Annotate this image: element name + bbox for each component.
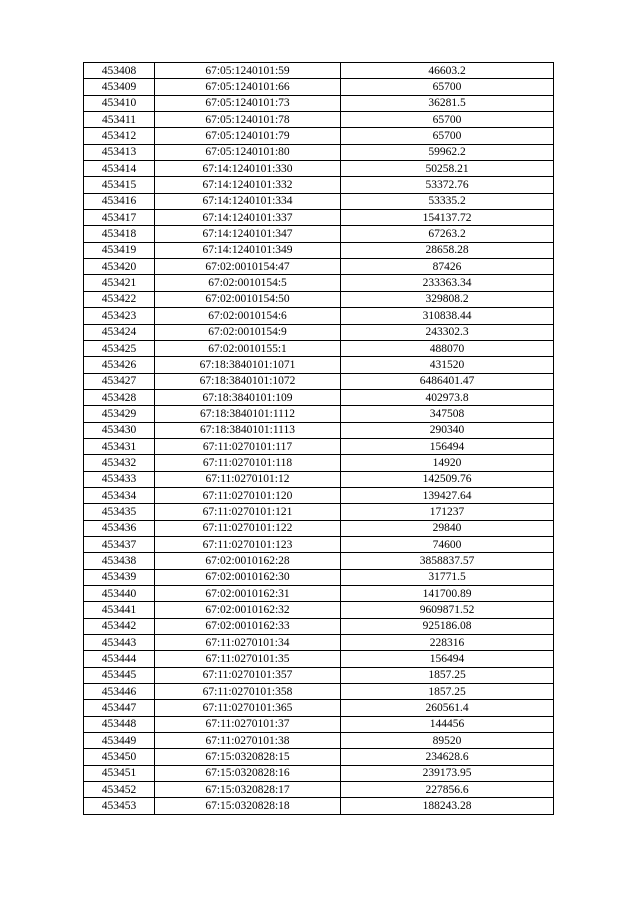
table-row — [84, 259, 554, 275]
record-id-cell: 453418 — [84, 226, 155, 242]
record-id-cell: 453437 — [84, 536, 155, 552]
table-row — [84, 782, 554, 798]
value-cell: 53372.76 — [341, 177, 554, 193]
table-row — [84, 128, 554, 144]
cadastral-number-cell: 67:18:3840101:1072 — [155, 373, 341, 389]
value-cell: 156494 — [341, 438, 554, 454]
table-row — [84, 324, 554, 340]
cadastral-number-cell: 67:14:1240101:330 — [155, 161, 341, 177]
value-cell: 227856.6 — [341, 782, 554, 798]
record-id-cell: 453424 — [84, 324, 155, 340]
table-row — [84, 79, 554, 95]
cadastral-number-cell: 67:18:3840101:109 — [155, 389, 341, 405]
record-id-cell: 453425 — [84, 340, 155, 356]
record-id-cell: 453451 — [84, 765, 155, 781]
record-id-cell: 453444 — [84, 651, 155, 667]
table-row — [84, 63, 554, 79]
value-cell: 156494 — [341, 651, 554, 667]
table-row — [84, 406, 554, 422]
record-id-cell: 453452 — [84, 782, 155, 798]
value-cell: 239173.95 — [341, 765, 554, 781]
record-id-cell: 453416 — [84, 193, 155, 209]
value-cell: 310838.44 — [341, 308, 554, 324]
record-id-cell: 453433 — [84, 471, 155, 487]
cadastral-number-cell: 67:11:0270101:365 — [155, 700, 341, 716]
value-cell: 144456 — [341, 716, 554, 732]
cadastral-number-cell: 67:18:3840101:1112 — [155, 406, 341, 422]
cadastral-number-cell: 67:11:0270101:35 — [155, 651, 341, 667]
value-cell: 402973.8 — [341, 389, 554, 405]
cadastral-number-cell: 67:02:0010162:31 — [155, 586, 341, 602]
table-row — [84, 635, 554, 651]
value-cell: 141700.89 — [341, 586, 554, 602]
table-row — [84, 684, 554, 700]
record-id-cell: 453427 — [84, 373, 155, 389]
table-row — [84, 210, 554, 226]
table-row — [84, 504, 554, 520]
table-row — [84, 95, 554, 111]
cadastral-number-cell: 67:05:1240101:78 — [155, 112, 341, 128]
cadastral-number-cell: 67:11:0270101:118 — [155, 455, 341, 471]
cadastral-number-cell: 67:11:0270101:358 — [155, 684, 341, 700]
cadastral-number-cell: 67:11:0270101:357 — [155, 667, 341, 683]
record-id-cell: 453447 — [84, 700, 155, 716]
cadastral-number-cell: 67:05:1240101:73 — [155, 95, 341, 111]
value-cell: 228316 — [341, 635, 554, 651]
record-id-cell: 453420 — [84, 259, 155, 275]
cadastral-number-cell: 67:05:1240101:79 — [155, 128, 341, 144]
value-cell: 243302.3 — [341, 324, 554, 340]
table-row — [84, 308, 554, 324]
table-row — [84, 733, 554, 749]
record-id-cell: 453446 — [84, 684, 155, 700]
table-row — [84, 667, 554, 683]
cadastral-number-cell: 67:15:0320828:18 — [155, 798, 341, 814]
cadastral-number-cell: 67:11:0270101:12 — [155, 471, 341, 487]
value-cell: 87426 — [341, 259, 554, 275]
record-id-cell: 453441 — [84, 602, 155, 618]
record-id-cell: 453412 — [84, 128, 155, 144]
value-cell: 28658.28 — [341, 242, 554, 258]
table-row — [84, 226, 554, 242]
table-row — [84, 602, 554, 618]
value-cell: 1857.25 — [341, 667, 554, 683]
value-cell: 65700 — [341, 112, 554, 128]
record-id-cell: 453432 — [84, 455, 155, 471]
record-id-cell: 453417 — [84, 210, 155, 226]
cadastral-number-cell: 67:02:0010154:50 — [155, 291, 341, 307]
record-id-cell: 453439 — [84, 569, 155, 585]
table-row — [84, 357, 554, 373]
cadastral-number-cell: 67:18:3840101:1071 — [155, 357, 341, 373]
value-cell: 89520 — [341, 733, 554, 749]
record-id-cell: 453408 — [84, 63, 155, 79]
cadastral-number-cell: 67:14:1240101:334 — [155, 193, 341, 209]
cadastral-number-cell: 67:05:1240101:80 — [155, 144, 341, 160]
table-row — [84, 242, 554, 258]
value-cell: 925186.08 — [341, 618, 554, 634]
record-id-cell: 453438 — [84, 553, 155, 569]
table-row — [84, 618, 554, 634]
value-cell: 29840 — [341, 520, 554, 536]
value-cell: 154137.72 — [341, 210, 554, 226]
cadastral-number-cell: 67:02:0010155:1 — [155, 340, 341, 356]
table-row — [84, 569, 554, 585]
records-table — [83, 62, 554, 815]
value-cell: 488070 — [341, 340, 554, 356]
cadastral-number-cell: 67:02:0010154:6 — [155, 308, 341, 324]
value-cell: 14920 — [341, 455, 554, 471]
cadastral-number-cell: 67:02:0010162:30 — [155, 569, 341, 585]
table-row — [84, 161, 554, 177]
cadastral-number-cell: 67:11:0270101:34 — [155, 635, 341, 651]
record-id-cell: 453428 — [84, 389, 155, 405]
table-row — [84, 700, 554, 716]
cadastral-number-cell: 67:11:0270101:117 — [155, 438, 341, 454]
cadastral-number-cell: 67:11:0270101:38 — [155, 733, 341, 749]
table-row — [84, 651, 554, 667]
table-row — [84, 586, 554, 602]
value-cell: 3858837.57 — [341, 553, 554, 569]
table-row — [84, 177, 554, 193]
value-cell: 65700 — [341, 128, 554, 144]
cadastral-number-cell: 67:14:1240101:349 — [155, 242, 341, 258]
cadastral-number-cell: 67:05:1240101:66 — [155, 79, 341, 95]
table-row — [84, 520, 554, 536]
value-cell: 290340 — [341, 422, 554, 438]
record-id-cell: 453413 — [84, 144, 155, 160]
value-cell: 139427.64 — [341, 487, 554, 503]
value-cell: 234628.6 — [341, 749, 554, 765]
cadastral-number-cell: 67:02:0010154:47 — [155, 259, 341, 275]
cadastral-number-cell: 67:14:1240101:337 — [155, 210, 341, 226]
record-id-cell: 453445 — [84, 667, 155, 683]
value-cell: 233363.34 — [341, 275, 554, 291]
cadastral-number-cell: 67:11:0270101:122 — [155, 520, 341, 536]
record-id-cell: 453422 — [84, 291, 155, 307]
record-id-cell: 453443 — [84, 635, 155, 651]
table-row — [84, 471, 554, 487]
table-row — [84, 193, 554, 209]
value-cell: 31771.5 — [341, 569, 554, 585]
record-id-cell: 453449 — [84, 733, 155, 749]
table-row — [84, 438, 554, 454]
cadastral-number-cell: 67:02:0010162:32 — [155, 602, 341, 618]
cadastral-number-cell: 67:11:0270101:37 — [155, 716, 341, 732]
table-row — [84, 373, 554, 389]
table-row — [84, 553, 554, 569]
value-cell: 53335.2 — [341, 193, 554, 209]
table-row — [84, 144, 554, 160]
table-row — [84, 749, 554, 765]
cadastral-number-cell: 67:11:0270101:120 — [155, 487, 341, 503]
record-id-cell: 453450 — [84, 749, 155, 765]
table-row — [84, 422, 554, 438]
record-id-cell: 453442 — [84, 618, 155, 634]
cadastral-number-cell: 67:02:0010154:5 — [155, 275, 341, 291]
table-row — [84, 455, 554, 471]
table-row — [84, 765, 554, 781]
cadastral-number-cell: 67:05:1240101:59 — [155, 63, 341, 79]
cadastral-number-cell: 67:15:0320828:15 — [155, 749, 341, 765]
record-id-cell: 453419 — [84, 242, 155, 258]
record-id-cell: 453440 — [84, 586, 155, 602]
table-row — [84, 798, 554, 814]
record-id-cell: 453436 — [84, 520, 155, 536]
cadastral-number-cell: 67:15:0320828:17 — [155, 782, 341, 798]
cadastral-number-cell: 67:18:3840101:1113 — [155, 422, 341, 438]
cadastral-number-cell: 67:02:0010162:33 — [155, 618, 341, 634]
table-row — [84, 389, 554, 405]
table-row — [84, 291, 554, 307]
value-cell: 260561.4 — [341, 700, 554, 716]
value-cell: 74600 — [341, 536, 554, 552]
record-id-cell: 453431 — [84, 438, 155, 454]
record-id-cell: 453448 — [84, 716, 155, 732]
value-cell: 36281.5 — [341, 95, 554, 111]
table-row — [84, 487, 554, 503]
cadastral-number-cell: 67:11:0270101:121 — [155, 504, 341, 520]
value-cell: 67263.2 — [341, 226, 554, 242]
record-id-cell: 453423 — [84, 308, 155, 324]
cadastral-number-cell: 67:15:0320828:16 — [155, 765, 341, 781]
value-cell: 50258.21 — [341, 161, 554, 177]
record-id-cell: 453411 — [84, 112, 155, 128]
record-id-cell: 453453 — [84, 798, 155, 814]
record-id-cell: 453421 — [84, 275, 155, 291]
value-cell: 329808.2 — [341, 291, 554, 307]
record-id-cell: 453415 — [84, 177, 155, 193]
cadastral-number-cell: 67:11:0270101:123 — [155, 536, 341, 552]
table-row — [84, 340, 554, 356]
value-cell: 347508 — [341, 406, 554, 422]
record-id-cell: 453409 — [84, 79, 155, 95]
record-id-cell: 453434 — [84, 487, 155, 503]
value-cell: 431520 — [341, 357, 554, 373]
value-cell: 9609871.52 — [341, 602, 554, 618]
record-id-cell: 453435 — [84, 504, 155, 520]
cadastral-number-cell: 67:02:0010154:9 — [155, 324, 341, 340]
record-id-cell: 453429 — [84, 406, 155, 422]
value-cell: 1857.25 — [341, 684, 554, 700]
cadastral-number-cell: 67:14:1240101:332 — [155, 177, 341, 193]
cadastral-number-cell: 67:02:0010162:28 — [155, 553, 341, 569]
table-row — [84, 112, 554, 128]
value-cell: 188243.28 — [341, 798, 554, 814]
record-id-cell: 453426 — [84, 357, 155, 373]
table-row — [84, 275, 554, 291]
record-id-cell: 453430 — [84, 422, 155, 438]
value-cell: 6486401.47 — [341, 373, 554, 389]
value-cell: 59962.2 — [341, 144, 554, 160]
cadastral-number-cell: 67:14:1240101:347 — [155, 226, 341, 242]
value-cell: 142509.76 — [341, 471, 554, 487]
value-cell: 46603.2 — [341, 63, 554, 79]
value-cell: 171237 — [341, 504, 554, 520]
table-row — [84, 536, 554, 552]
table-row — [84, 716, 554, 732]
record-id-cell: 453410 — [84, 95, 155, 111]
value-cell: 65700 — [341, 79, 554, 95]
record-id-cell: 453414 — [84, 161, 155, 177]
records-table-body — [84, 63, 554, 815]
